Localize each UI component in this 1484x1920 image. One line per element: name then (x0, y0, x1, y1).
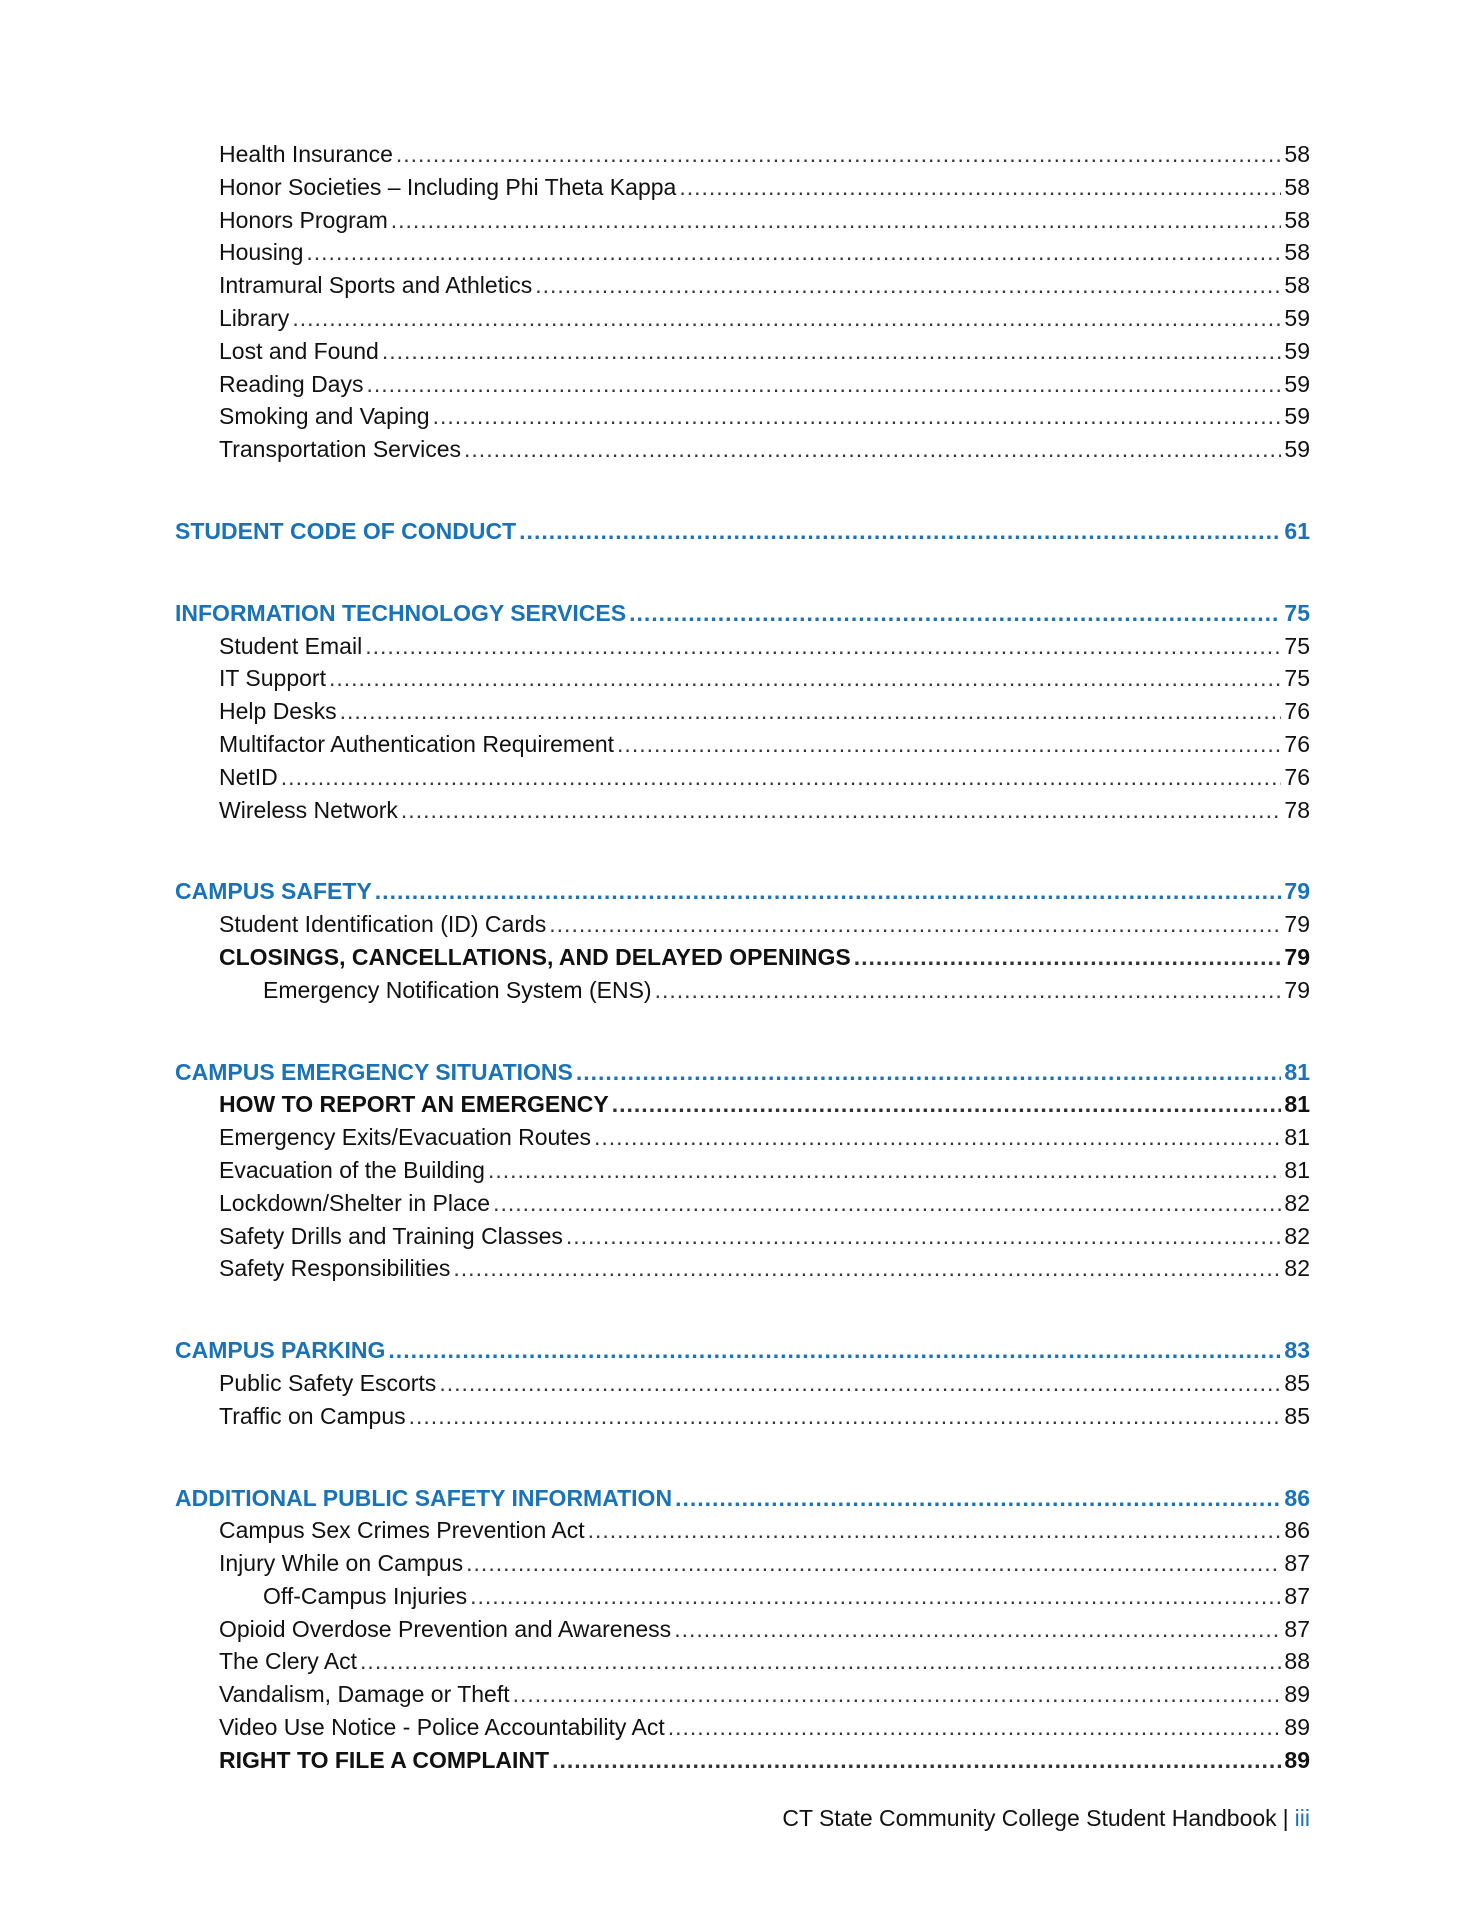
dot-leader (391, 204, 1282, 237)
dot-leader (513, 1678, 1282, 1711)
dot-leader (366, 368, 1281, 401)
footer-separator: | (1282, 1805, 1289, 1831)
toc-entry[interactable] (175, 1613, 1310, 1646)
toc-entry-title: Help Desks (219, 698, 337, 725)
dot-leader (464, 433, 1281, 466)
dot-leader (675, 1482, 1281, 1515)
toc-entry-title: Intramural Sports and Athletics (219, 272, 533, 299)
toc-entry[interactable] (175, 908, 1310, 941)
toc-entry[interactable] (175, 662, 1310, 695)
toc-entry[interactable] (175, 630, 1310, 663)
dot-leader (396, 138, 1282, 171)
toc-subheading-page: 79 (1284, 943, 1310, 970)
toc-entry[interactable] (175, 269, 1310, 302)
toc-entry[interactable] (175, 1367, 1310, 1400)
toc-entry[interactable] (175, 368, 1310, 401)
toc-entry[interactable] (175, 1678, 1310, 1711)
section-spacer (175, 1285, 1310, 1334)
dot-leader (668, 1711, 1282, 1744)
dot-leader (466, 1547, 1281, 1580)
toc-section-heading[interactable] (175, 597, 1310, 630)
toc-entry-title: Transportation Services (219, 436, 462, 463)
toc-subheading-title: RIGHT TO FILE A COMPLAINT (219, 1746, 550, 1773)
toc-subheading-page: 81 (1284, 1091, 1310, 1118)
toc-entry-page: 87 (1284, 1550, 1310, 1577)
toc-entry[interactable] (175, 1252, 1310, 1285)
section-spacer (175, 1433, 1310, 1482)
toc-entry-title: Public Safety Escorts (219, 1369, 437, 1396)
dot-leader (375, 875, 1282, 908)
toc-entry-page: 89 (1284, 1681, 1310, 1708)
section-spacer (175, 466, 1310, 515)
toc-entry-title: Campus Sex Crimes Prevention Act (219, 1517, 585, 1544)
toc-entry-title: Smoking and Vaping (219, 403, 430, 430)
toc-section-title: CAMPUS SAFETY (175, 878, 372, 905)
toc-entry[interactable] (175, 1400, 1310, 1433)
toc-entry[interactable] (175, 138, 1310, 171)
toc-entry-page: 89 (1284, 1714, 1310, 1741)
toc-section-title: INFORMATION TECHNOLOGY SERVICES (175, 599, 627, 626)
toc-entry[interactable] (175, 1514, 1310, 1547)
toc-entry-page: 59 (1284, 337, 1310, 364)
toc-entry[interactable] (175, 302, 1310, 335)
toc-entry-page: 58 (1284, 239, 1310, 266)
dot-leader (576, 1056, 1282, 1089)
dot-leader (388, 1334, 1281, 1367)
toc-entry-page: 82 (1284, 1189, 1310, 1216)
toc-entry[interactable] (175, 1220, 1310, 1253)
toc-entry[interactable] (175, 1645, 1310, 1678)
toc-entry[interactable] (175, 728, 1310, 761)
toc-entry-title: Lost and Found (219, 337, 379, 364)
dot-leader (382, 335, 1282, 368)
toc-entry-title: Student Identification (ID) Cards (219, 911, 547, 938)
toc-entry-page: 79 (1284, 976, 1310, 1003)
toc-entry-title: IT Support (219, 665, 326, 692)
toc-entry-page: 81 (1284, 1156, 1310, 1183)
toc-entry[interactable] (175, 171, 1310, 204)
toc-entry[interactable] (175, 204, 1310, 237)
dot-leader (594, 1121, 1281, 1154)
toc-subheading-title: CLOSINGS, CANCELLATIONS, AND DELAYED OPENINGS (219, 943, 851, 970)
toc-entry-title: Library (219, 304, 290, 331)
page-footer (782, 1805, 1310, 1832)
toc-entry-title: Wireless Network (219, 796, 398, 823)
toc-entry[interactable] (175, 1580, 1310, 1613)
toc-entry-title: Opioid Overdose Prevention and Awareness (219, 1615, 672, 1642)
toc-entry-page: 76 (1284, 730, 1310, 757)
toc-entry-title: The Clery Act (219, 1648, 358, 1675)
toc-section-page: 86 (1284, 1484, 1310, 1511)
toc-entry-title: Reading Days (219, 370, 364, 397)
toc-entry[interactable] (175, 761, 1310, 794)
dot-leader (488, 1154, 1281, 1187)
toc-entry-page: 76 (1284, 698, 1310, 725)
dot-leader (854, 941, 1282, 974)
toc-section-page: 75 (1284, 599, 1310, 626)
footer-title: CT State Community College Student Handbook (782, 1805, 1277, 1831)
toc-entry-title: NetID (219, 763, 278, 790)
toc-entry-title: Emergency Notification System (ENS) (263, 976, 652, 1003)
toc-entry-page: 82 (1284, 1255, 1310, 1282)
toc-section-page: 61 (1284, 517, 1310, 544)
toc-entry-title: Vandalism, Damage or Theft (219, 1681, 510, 1708)
toc-entry-page: 82 (1284, 1222, 1310, 1249)
dot-leader (629, 597, 1281, 630)
toc-entry-title: Honors Program (219, 206, 388, 233)
toc-entry-page: 59 (1284, 403, 1310, 430)
toc-entry[interactable] (175, 236, 1310, 269)
toc-section-title: CAMPUS PARKING (175, 1337, 386, 1364)
dot-leader (674, 1613, 1281, 1646)
toc-entry-title: Health Insurance (219, 141, 393, 167)
dot-leader (433, 400, 1282, 433)
toc-entry-title: Safety Drills and Training Classes (219, 1222, 563, 1249)
toc-entry-page: 79 (1284, 911, 1310, 938)
toc-entry-page: 59 (1284, 370, 1310, 397)
toc-section-title: CAMPUS EMERGENCY SITUATIONS (175, 1058, 573, 1085)
toc-section-heading[interactable] (175, 1482, 1310, 1515)
toc-subheading[interactable] (175, 941, 1310, 974)
dot-leader (439, 1367, 1281, 1400)
toc-entry[interactable] (175, 400, 1310, 433)
section-spacer (175, 1007, 1310, 1056)
toc-entry-page: 87 (1284, 1582, 1310, 1609)
dot-leader (655, 974, 1282, 1007)
toc-entry-page: 58 (1284, 272, 1310, 299)
toc-entry-page: 75 (1284, 632, 1310, 659)
dot-leader (360, 1645, 1281, 1678)
toc-entry[interactable] (175, 695, 1310, 728)
toc-entry[interactable] (175, 794, 1310, 827)
dot-leader (306, 236, 1281, 269)
dot-leader (365, 630, 1281, 663)
dot-leader (470, 1580, 1281, 1613)
toc-entry-page: 59 (1284, 436, 1310, 463)
toc-entry-title: Lockdown/Shelter in Place (219, 1189, 491, 1216)
toc-entry[interactable] (175, 433, 1310, 466)
dot-leader (453, 1252, 1281, 1285)
toc-section-title: ADDITIONAL PUBLIC SAFETY INFORMATION (175, 1484, 673, 1511)
dot-leader (281, 761, 1282, 794)
toc-section-page: 81 (1284, 1058, 1310, 1085)
toc-section-title: STUDENT CODE OF CONDUCT (175, 517, 517, 544)
toc-subheading-title: HOW TO REPORT AN EMERGENCY (219, 1091, 609, 1118)
dot-leader (292, 302, 1281, 335)
toc-section-page: 79 (1284, 878, 1310, 905)
toc-entry-page: 85 (1284, 1402, 1310, 1429)
toc-entry-title: Emergency Exits/Evacuation Routes (219, 1124, 592, 1151)
dot-leader (617, 728, 1281, 761)
dot-leader (679, 171, 1281, 204)
dot-leader (493, 1187, 1281, 1220)
table-of-contents (175, 138, 1310, 1777)
toc-entry[interactable] (175, 335, 1310, 368)
toc-subheading[interactable] (175, 1744, 1310, 1777)
dot-leader (409, 1400, 1282, 1433)
dot-leader (552, 1744, 1281, 1777)
dot-leader (535, 269, 1281, 302)
dot-leader (612, 1088, 1282, 1121)
dot-leader (566, 1220, 1282, 1253)
toc-entry-page: 87 (1284, 1615, 1310, 1642)
toc-section-heading[interactable] (175, 1056, 1310, 1089)
toc-entry-title: Student Email (219, 632, 363, 659)
toc-section-heading[interactable] (175, 1334, 1310, 1367)
toc-entry[interactable] (175, 1187, 1310, 1220)
toc-entry[interactable] (175, 1154, 1310, 1187)
toc-entry-title: Honor Societies – Including Phi Theta Kappa (219, 173, 677, 200)
toc-subheading-page: 89 (1284, 1746, 1310, 1773)
toc-entry-title: Off-Campus Injuries (263, 1582, 468, 1609)
toc-entry-page: 75 (1284, 665, 1310, 692)
toc-entry-page: 58 (1284, 206, 1310, 233)
toc-section-page: 83 (1284, 1337, 1310, 1364)
toc-entry-page: 86 (1284, 1517, 1310, 1544)
toc-entry-title: Evacuation of the Building (219, 1156, 485, 1183)
dot-leader (519, 515, 1281, 548)
toc-entry-title: Traffic on Campus (219, 1402, 406, 1429)
toc-section-heading[interactable] (175, 515, 1310, 548)
toc-entry-page: 58 (1284, 141, 1310, 167)
toc-entry[interactable] (175, 974, 1310, 1007)
toc-entry-page: 58 (1284, 173, 1310, 200)
toc-section-heading[interactable] (175, 875, 1310, 908)
toc-entry-title: Injury While on Campus (219, 1550, 464, 1577)
footer-page-number: iii (1294, 1805, 1310, 1831)
dot-leader (329, 662, 1281, 695)
toc-entry[interactable] (175, 1711, 1310, 1744)
toc-entry[interactable] (175, 1547, 1310, 1580)
toc-entry-page: 85 (1284, 1369, 1310, 1396)
toc-entry-title: Safety Responsibilities (219, 1255, 451, 1282)
toc-entry-title: Multifactor Authentication Requirement (219, 730, 615, 757)
toc-subheading[interactable] (175, 1088, 1310, 1121)
toc-entry-page: 88 (1284, 1648, 1310, 1675)
toc-entry-page: 76 (1284, 763, 1310, 790)
toc-entry-title: Housing (219, 239, 304, 266)
toc-entry[interactable] (175, 1121, 1310, 1154)
dot-leader (401, 794, 1281, 827)
section-spacer (175, 548, 1310, 597)
toc-entry-title: Video Use Notice - Police Accountability Act (219, 1714, 665, 1741)
toc-entry-page: 59 (1284, 304, 1310, 331)
toc-entry-page: 81 (1284, 1124, 1310, 1151)
dot-leader (588, 1514, 1282, 1547)
toc-entry-page: 78 (1284, 796, 1310, 823)
section-spacer (175, 826, 1310, 875)
dot-leader (340, 695, 1282, 728)
dot-leader (549, 908, 1281, 941)
